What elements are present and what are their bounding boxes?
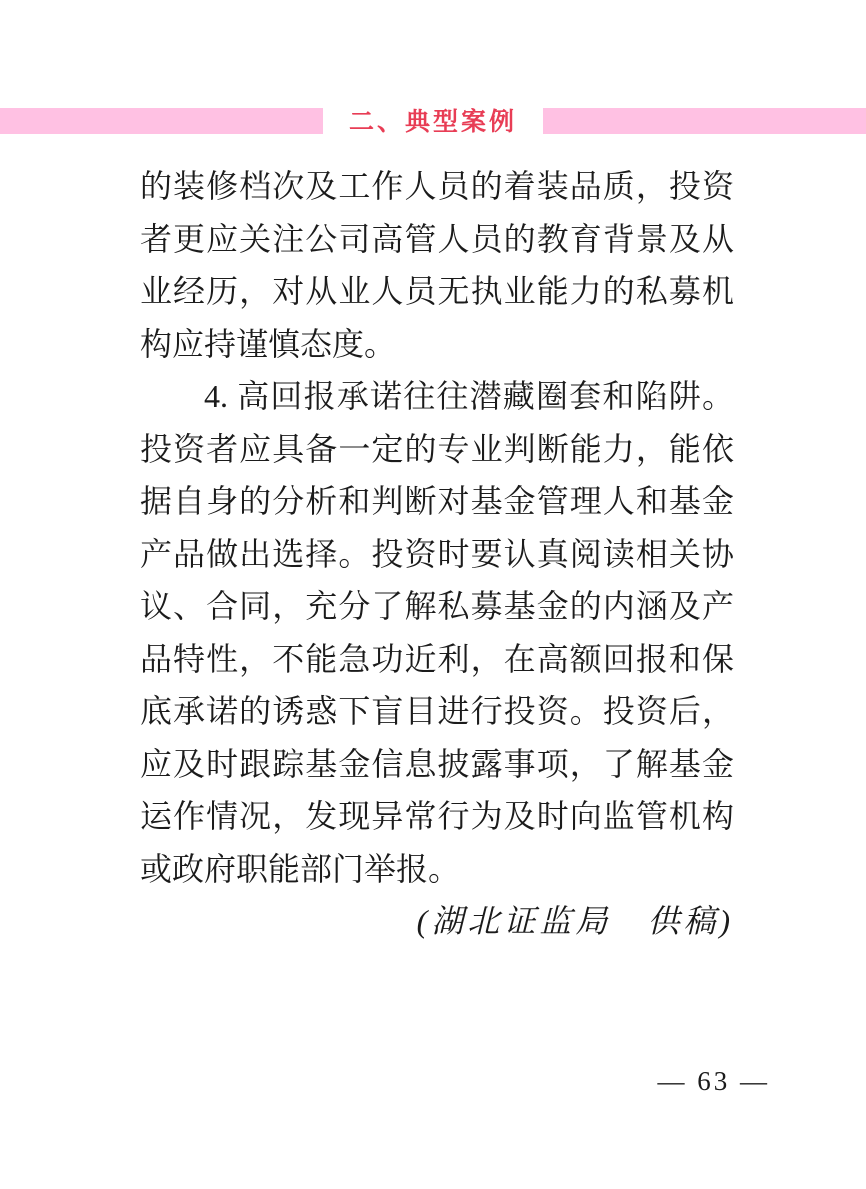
body-text-line: 的装修档次及工作人员的着装品质，投资 (140, 168, 734, 204)
body-text-line: 据自身的分析和判断对基金管理人和基金 (140, 483, 734, 519)
body-text-line: 或政府职能部门举报。 (140, 850, 461, 887)
page-number: — 63 — (657, 1066, 770, 1096)
body-text-line: 产品做出选择。投资时要认真阅读相关协 (140, 535, 734, 572)
body-text-line: 投资者应具备一定的专业判断能力，能依 (140, 430, 734, 467)
body-text-line: 4. 高回报承诺往往潜藏圈套和陷阱。 (204, 378, 734, 414)
body-text-line: 议、合同，充分了解私募基金的内涵及产 (140, 588, 734, 624)
chapter-title-box (323, 100, 543, 140)
body-text-line: 应及时跟踪基金信息披露事项，了解基金 (140, 745, 734, 782)
body-text-line: 构应持谨慎态度。 (140, 325, 397, 362)
body-text-block (140, 160, 734, 948)
attribution-credit: (湖北证监局 供稿) (416, 903, 734, 939)
body-text-line: 品特性，不能急功近利，在高额回报和保 (140, 640, 734, 677)
body-text-line: 运作情况，发现异常行为及时向监管机构 (140, 798, 734, 834)
body-text-line: 底承诺的诱惑下盲目进行投资。投资后， (140, 693, 734, 729)
body-text-line: 业经历，对从业人员无执业能力的私募机 (140, 273, 734, 309)
body-text-line: 者更应关注公司高管人员的教育背景及从 (140, 220, 734, 257)
chapter-title: 二、典型案例 (348, 108, 518, 136)
